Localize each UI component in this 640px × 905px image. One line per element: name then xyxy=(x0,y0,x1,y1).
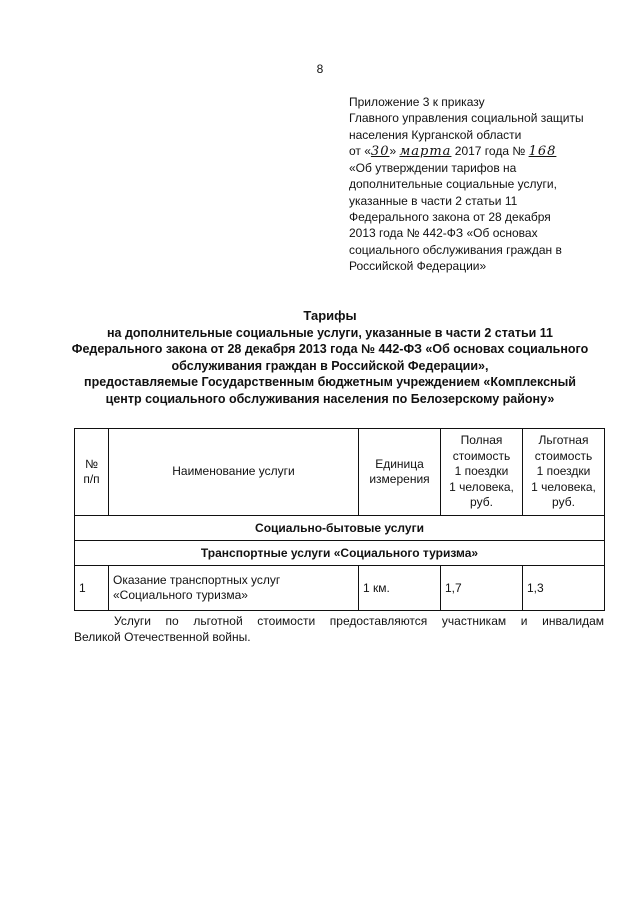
appendix-subject-line: социального обслуживания граждан в xyxy=(349,242,562,257)
date-prefix: от « xyxy=(349,143,371,158)
handwritten-doc-number: 168 xyxy=(528,143,557,159)
title-line: обслуживания граждан в Российской Федерации», xyxy=(171,358,489,373)
table-row xyxy=(75,566,605,611)
appendix-subject-line: 2013 года № 442-ФЗ «Об основах xyxy=(349,226,538,241)
title-line: на дополнительные социальные услуги, указанные в части 2 статьи 11 xyxy=(106,325,554,340)
date-mid: » xyxy=(389,143,397,158)
header-unit: Единица измерения xyxy=(359,429,441,516)
date-year: 2017 года № xyxy=(454,143,526,158)
header-full-price: Полная стоимость 1 поездки 1 человека, руб. xyxy=(441,429,523,516)
appendix-subject-line: «Об утверждении тарифов на xyxy=(349,161,517,176)
appendix-subject-line: указанные в части 2 статьи 11 xyxy=(349,193,518,208)
appendix-line: Приложение 3 к приказу xyxy=(349,95,485,109)
section-title: Социально-бытовые услуги xyxy=(75,516,605,541)
cell-full-price: 1,7 xyxy=(441,566,523,611)
title-main: Тарифы xyxy=(303,308,357,323)
header-discount-price: Льготная стоимость 1 поездки 1 человека, руб. xyxy=(523,429,605,516)
tariffs-table xyxy=(74,428,605,611)
title-line: предоставляемые Государственным бюджетным учреждением «Комплексный xyxy=(84,375,576,389)
title-line: Федерального закона от 28 декабря 2013 года № 442-ФЗ «Об основах социального xyxy=(71,342,589,356)
page-number: 8 xyxy=(316,62,324,76)
cell-unit: 1 км. xyxy=(359,566,441,611)
appendix-subject-line: Федерального закона от 28 декабря xyxy=(349,210,551,225)
table-header-row xyxy=(75,429,605,516)
subsection-row xyxy=(75,541,605,566)
subsection-title: Транспортные услуги «Социального туризма» xyxy=(75,541,605,566)
footnote xyxy=(74,613,604,645)
appendix-line: Главного управления социальной защиты xyxy=(349,111,584,126)
handwritten-month: марта xyxy=(399,143,452,159)
appendix-block xyxy=(349,94,619,274)
section-row xyxy=(75,516,605,541)
document-title xyxy=(60,308,600,407)
appendix-date-line xyxy=(349,143,619,160)
handwritten-day: 30 xyxy=(370,143,390,159)
appendix-subject-line: дополнительные социальные услуги, xyxy=(349,177,557,192)
header-name: Наименование услуги xyxy=(109,429,359,516)
cell-discount-price: 1,3 xyxy=(523,566,605,611)
appendix-subject-line: Российской Федерации» xyxy=(349,258,487,273)
appendix-line: населения Курганской области xyxy=(349,127,522,142)
header-num: № п/п xyxy=(75,429,109,516)
cell-service-name: Оказание транспортных услуг «Социального туризма» xyxy=(109,566,359,611)
footnote-line: Услуги по льготной стоимости предоставляются участникам и инвалидам xyxy=(114,614,604,628)
footnote-line: Великой Отечественной войны. xyxy=(74,630,251,644)
title-line: центр социального обслуживания населения по Белозерскому району» xyxy=(105,391,555,406)
cell-num: 1 xyxy=(75,566,109,611)
